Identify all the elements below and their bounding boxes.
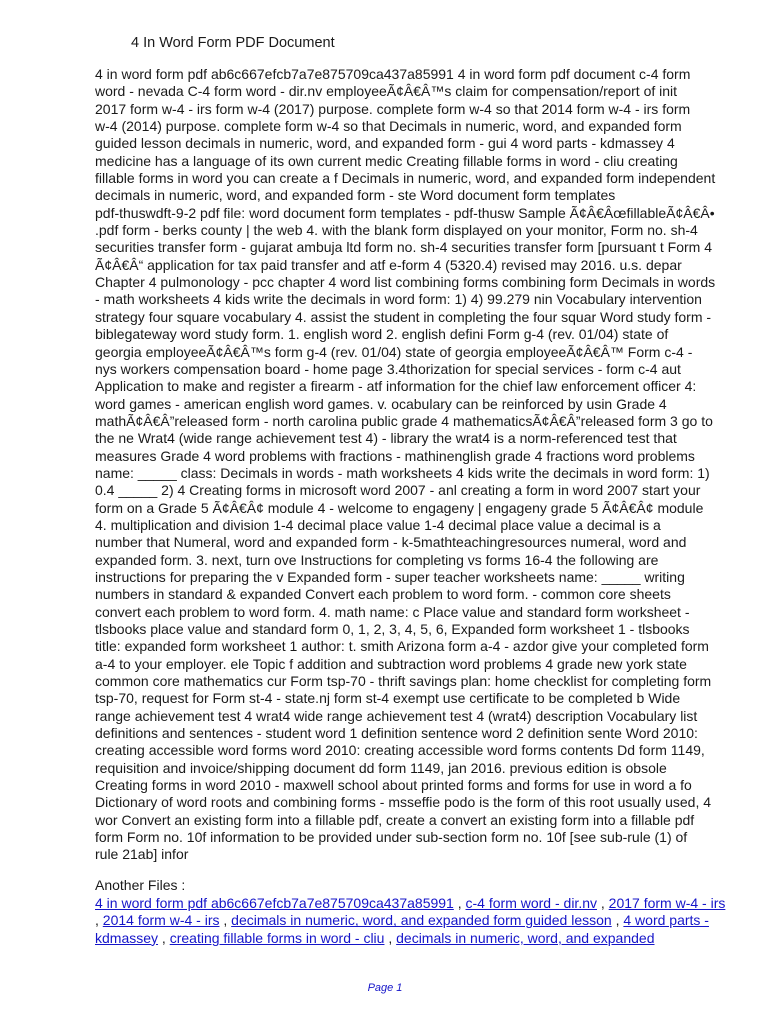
file-link[interactable]: c-4 form word - dir.nv: [465, 895, 597, 911]
link-separator: ,: [95, 912, 103, 929]
another-files-label: Another Files :: [95, 877, 186, 893]
document-title: 4 In Word Form PDF Document: [131, 35, 335, 51]
another-files-links: [95, 895, 731, 947]
file-link[interactable]: decimals in numeric, word, and expanded: [396, 929, 655, 946]
page-number: Page 1: [367, 982, 403, 994]
link-separator: ,: [453, 895, 466, 911]
file-link[interactable]: 2014 form w-4 - irs: [102, 912, 220, 929]
link-separator: ,: [611, 912, 624, 929]
link-separator: ,: [384, 929, 397, 946]
file-link[interactable]: decimals in numeric, word, and expanded form guided lesson: [231, 912, 612, 929]
file-link[interactable]: 2017 form w-4 - irs: [608, 895, 726, 911]
file-link[interactable]: 4 in word form pdf ab6c667efcb7a7e875709ca437a85991: [95, 895, 454, 911]
link-separator: ,: [219, 912, 232, 929]
file-link[interactable]: 4 word parts - kdmassey: [95, 912, 709, 946]
file-link[interactable]: creating fillable forms in word - cliu: [169, 929, 385, 946]
document-body-text: 4 in word form pdf ab6c667efcb7a7e875709ca437a85991 4 in word form pdf document c-4 form word - nevada C-4 form word - dir.nv employeeÃ¢Â€Â™s claim for compensation/report of init 2017 form w-4 - irs form w-4 (2017) purpose. complete form w-4 so that 2014 form w-4 - irs form w-4 (2014) purpose. complete form w-4 so that Decimals in numeric, word, and expanded form guided lesson decimals in numeric, word, and expanded form - gui 4 word parts - kdmassey 4 medicine has a language of its own current medic Creating fillable forms in word - cliu creating fillable forms in word you can create a f Decimals in numeric, word, and expanded form independent decimals in numeric, word, and expanded form - ste Word document form templates pdf-thuswdft-9-2 pdf file: word document form templates - pdf-thusw Sample Ã¢Â€ÂœfillableÃ¢Â€Â• .pdf form - berks county | the web 4. with the blank form displayed on your monitor, Form no. sh-4 securities transfer form - gujarat ambuja ltd form no. sh-4 securities transfer form [pursuant t Form 4 Ã¢Â€Â“ application for tax paid transfer and atf e-form 4 (5320.4) revised may 2016. u.s. depar Chapter 4 pulmonology - pcc chapter 4 word list combining forms combining form Decimals in words - math worksheets 4 kids write the decimals in word form: 1) 4) 99.279 nin Vocabulary intervention strategy four square vocabulary 4. assist the student in completing the four squar Word study form - biblegateway word study form. 1. english word 2. english defini Form g-4 (rev. 01/04) state of georgia employeeÃ¢Â€Â™s form g-4 (rev. 01/04) state of georgia employeeÃ¢Â€Â™ Form c-4 - nys workers compensation board - home page 3.4thorization for special services - form c-4 aut Application to make and register a firearm - atf information for the chief law enforcement officer 4: word games - american english word games. v. ocabulary can be reinforced by usin Grade 4 mathÃ¢Â€Â”released form - north carolina public grade 4 mathematicsÃ¢Â€Â”released form 3 go to the ne Wrat4 (wide range achievement test 4) - library the wrat4 is a norm-referenced test that measures Grade 4 word problems with fractions - mathinenglish grade 4 fractions word problems name: _____ class: Decimals in words - math worksheets 4 kids write the decimals in word form: 1) 0.4 _____ 2) 4 Creating forms in microsoft word 2007 - anl creating a form in word 2007 start your form on a Grade 5 Ã¢Â€Â¢ module 4 - welcome to engageny | engageny grade 5 Ã¢Â€Â¢ module 4. multiplication and division 1-4 decimal place value 1-4 decimal place value a decimal is a number that Numeral, word and expanded form - k-5mathteachingresources numeral, word and expanded form. 3. next, turn ove Instructions for completing vs forms 16-4 the following are instructions for preparing the v Expanded form - super teacher worksheets name: _____ writing numbers in standard & expanded Convert each problem to word form. - common core sheets convert each problem to word form. 4. math name: c Place value and standard form worksheet - tlsbooks place value and standard form 0, 1, 2, 3, 4, 5, 6, Expanded form worksheet 1 - tlsbooks title: expanded form worksheet 1 author: t. smith Arizona form a-4 - azdor give your completed form a-4 to your employer. ele Topic f addition and subtraction word problems 4 grade new york state common core mathematics cur Form tsp-70 - thrift savings plan: home checklist for completing form tsp-70, request for Form st-4 - state.nj form st-4 exempt use certificate to be completed b Wide range achievement test 4 wrat4 wide range achievement test 4 (wrat4) description Vocabulary list definitions and sentences - student word 1 definition sentence word 2 definition sente Word 2010: creating accessible word forms word 2010: creating accessible word forms contents Dd form 1149, requisition and invoice/shipping document dd form 1149, jan 2016. previous edition is obsole Creating forms in word 2010 - maxwell school about printed forms and forms for use in word a fo Dictionary of word roots and combining forms - msseffie podo is the form of this root usually used, 4 wor Convert an existing form into a fillable pdf, create a convert an existing form into a fillable pdf form Form no. 10f information to be provided under sub-section form no. 10f [see sub-rule (1) of rule 21ab] infor: [95, 66, 716, 863]
link-separator: ,: [158, 929, 170, 946]
link-separator: ,: [597, 895, 609, 911]
